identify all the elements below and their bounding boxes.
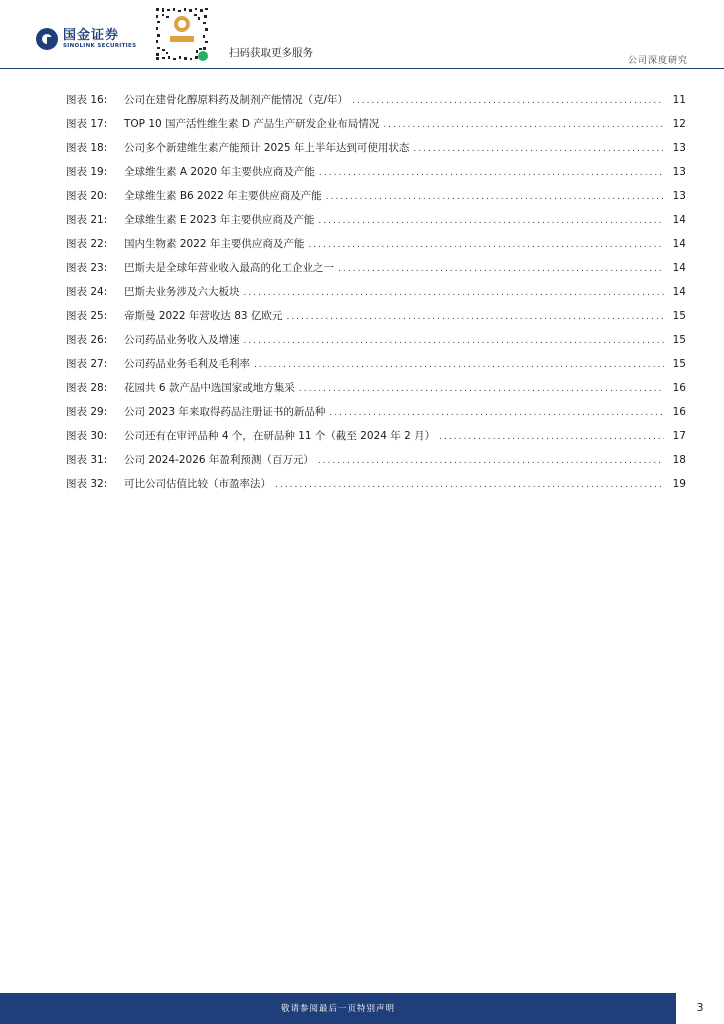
toc-entry-title: 公司 2024-2026 年盈利预测（百万元） [124,454,314,466]
toc-leader-dots [383,120,664,130]
company-logo [36,28,136,50]
figure-index-list [66,92,686,500]
toc-entry-title: 花园共 6 款产品中选国家或地方集采 [124,382,295,394]
toc-entry-label: 图表 26: [66,334,108,346]
toc-entry-label: 图表 17: [66,118,108,130]
toc-leader-dots [254,360,664,370]
toc-leader-dots [275,480,664,490]
toc-entry-title: 公司多个新建维生素产能预计 2025 年上半年达到可使用状态 [124,142,410,154]
toc-entry-label: 图表 29: [66,406,108,418]
toc-entry[interactable] [66,236,686,260]
toc-entry-page: 16 [672,382,686,394]
footer-bar [0,993,676,1024]
toc-entry[interactable] [66,212,686,236]
toc-leader-dots [308,240,664,250]
toc-entry-page: 13 [672,190,686,202]
toc-entry[interactable] [66,116,686,140]
footer-disclaimer: 敬请参阅最后一页特别声明 [280,1004,395,1014]
toc-leader-dots [299,384,664,394]
toc-entry-page: 14 [672,238,686,250]
toc-entry-title: 巴斯夫业务涉及六大板块 [124,286,240,298]
toc-entry-label: 图表 20: [66,190,108,202]
toc-entry-page: 18 [672,454,686,466]
toc-entry-page: 16 [672,406,686,418]
toc-entry-title: 公司药品业务毛利及毛利率 [124,358,250,370]
toc-entry-page: 14 [672,286,686,298]
toc-entry-page: 13 [672,166,686,178]
page-header [0,0,724,70]
toc-entry-title: 全球维生素 A 2020 年主要供应商及产能 [124,166,315,178]
toc-entry-label: 图表 31: [66,454,108,466]
logo-name-en: SINOLINK SECURITIES [63,42,137,49]
toc-entry[interactable] [66,476,686,500]
scan-prompt: 扫码获取更多服务 [229,47,313,59]
toc-entry[interactable] [66,332,686,356]
toc-entry-title: 公司还有在审评品种 4 个，在研品种 11 个（截至 2024 年 2 月） [124,430,436,442]
toc-leader-dots [318,456,664,466]
toc-entry-page: 19 [672,478,686,490]
toc-entry-title: 全球维生素 B6 2022 年主要供应商及产能 [124,190,322,202]
toc-entry-label: 图表 19: [66,166,108,178]
toc-entry-page: 14 [672,262,686,274]
toc-entry-label: 图表 23: [66,262,108,274]
toc-leader-dots [319,168,664,178]
toc-leader-dots [244,336,665,346]
toc-entry-label: 图表 27: [66,358,108,370]
toc-leader-dots [352,96,664,106]
report-type-label: 公司深度研究 [627,56,688,66]
toc-entry-page: 15 [672,310,686,322]
toc-entry-title: 全球维生素 E 2023 年主要供应商及产能 [124,214,315,226]
logo-name-cn: 国金证券 [63,27,120,43]
toc-entry-label: 图表 21: [66,214,108,226]
toc-entry-page: 15 [672,334,686,346]
toc-entry[interactable] [66,260,686,284]
toc-entry-title: TOP 10 国产活性维生素 D 产品生产研发企业布局情况 [124,118,380,130]
toc-entry-page: 14 [672,214,686,226]
toc-entry[interactable] [66,164,686,188]
toc-leader-dots [329,408,664,418]
toc-leader-dots [338,264,664,274]
toc-entry-label: 图表 16: [66,94,108,106]
toc-entry-label: 图表 18: [66,142,108,154]
toc-entry[interactable] [66,356,686,380]
toc-entry[interactable] [66,284,686,308]
toc-leader-dots [413,144,664,154]
toc-entry-page: 13 [672,142,686,154]
toc-entry[interactable] [66,92,686,116]
toc-entry-title: 可比公司估值比较（市盈率法） [124,478,271,490]
toc-leader-dots [439,432,664,442]
toc-entry-label: 图表 28: [66,382,108,394]
qr-code-icon[interactable] [154,6,210,62]
toc-entry[interactable] [66,452,686,476]
toc-entry-page: 17 [672,430,686,442]
toc-entry-page: 12 [672,118,686,130]
toc-entry-title: 公司药品业务收入及增速 [124,334,240,346]
toc-entry[interactable] [66,404,686,428]
toc-entry-label: 图表 32: [66,478,108,490]
toc-entry[interactable] [66,188,686,212]
toc-entry[interactable] [66,308,686,332]
toc-entry-title: 公司 2023 年来取得药品注册证书的新品种 [124,406,326,418]
logo-icon [36,28,58,50]
toc-entry[interactable] [66,380,686,404]
toc-entry-page: 15 [672,358,686,370]
toc-entry-page: 11 [672,94,686,106]
page-footer [0,993,724,1024]
toc-entry-label: 图表 22: [66,238,108,250]
toc-entry[interactable] [66,428,686,452]
toc-entry-title: 国内生物素 2022 年主要供应商及产能 [124,238,305,250]
toc-leader-dots [326,192,664,202]
toc-entry-label: 图表 24: [66,286,108,298]
toc-entry-title: 公司在建骨化醇原料药及制剂产能情况（克/年） [124,94,349,106]
toc-entry-title: 帝斯曼 2022 年营收达 83 亿欧元 [124,310,283,322]
toc-entry[interactable] [66,140,686,164]
toc-entry-title: 巴斯夫是全球年营业收入最高的化工企业之一 [124,262,334,274]
toc-entry-label: 图表 25: [66,310,108,322]
toc-leader-dots [318,216,664,226]
header-divider [0,68,724,69]
page-number: 3 [696,1001,704,1014]
toc-leader-dots [286,312,664,322]
toc-leader-dots [244,288,665,298]
toc-entry-label: 图表 30: [66,430,108,442]
